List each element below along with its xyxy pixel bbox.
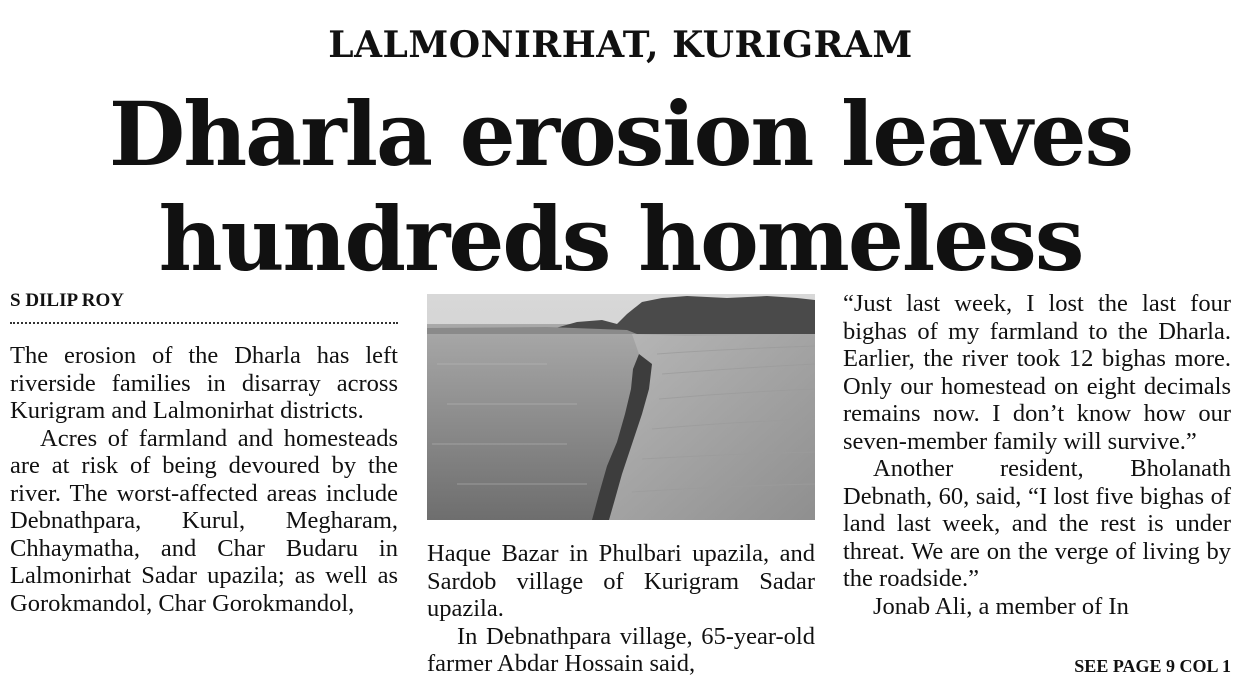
paragraph: Jonab Ali, a member of In [873,592,1129,620]
paragraph: “Just last week, I lost the last four bighas of my farmland to the Dharla. Earlier, the river took 12 bighas more. Only our homestead on eight decimals remains now. I don’t know how our seven-member family will survive.” [843,290,1231,455]
continuation-jump-line: SEE PAGE 9 COL 1 [1074,656,1231,676]
dateline: LALMONIRHAT, KURIGRAM [328,24,913,66]
paragraph: The erosion of the Dharla has left riverside families in disarray across Kurigram and Lalmonirhat districts. [10,342,398,424]
paragraph: Acres of farmland and homesteads are at risk of being devoured by the river. The worst-affected areas include Debnathpara, Kurul, Megharam, Chhaymatha, and Char Budaru in Lalmonirhat Sadar upazila; as well as Gorokmandol, Char Gorokmandol, [10,424,398,617]
article-column-1 [10,342,398,617]
paragraph: In Debnathpara village, 65-year-old farmer Abdar Hossain said, [427,622,815,677]
paragraph: Another resident, Bholanath Debnath, 60, said, “I lost five bighas of land last week, and the rest is under threat. We are on the verge of living by the roadside.” [843,455,1231,592]
riverbank-erosion-photo [427,294,815,520]
headline [0,82,1241,292]
headline-line-1: Dharla erosion leaves [108,82,1133,186]
headline-line-2: hundreds homeless [158,187,1083,291]
byline: S DILIP ROY [10,290,398,324]
article-column-2 [427,540,815,678]
paragraph: Haque Bazar in Phulbari upazila, and Sardob village of Kurigram Sadar upazila. [427,540,815,622]
article-column-3 [843,290,1231,620]
